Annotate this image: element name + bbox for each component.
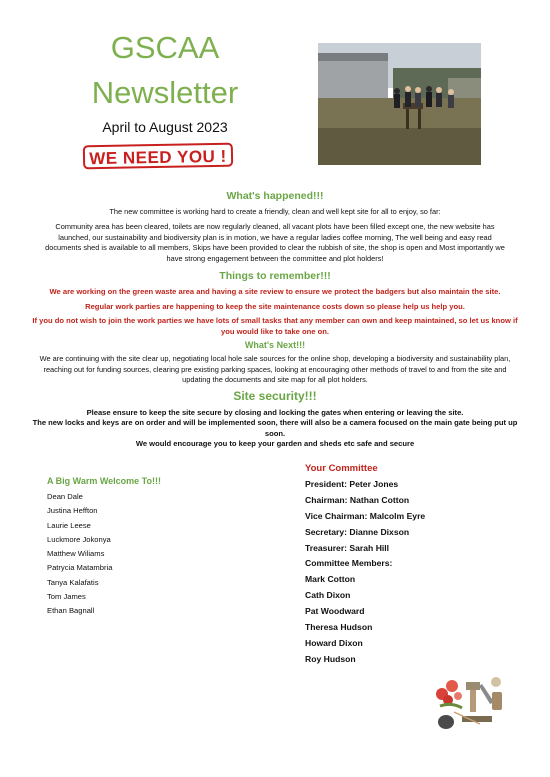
title-gscaa: GSCAA <box>110 30 220 65</box>
list-item: Committee Members: <box>305 558 393 569</box>
list-item: Pat Woodward <box>305 606 365 617</box>
list-item: President: Peter Jones <box>305 479 399 489</box>
list-item: Patrycia Matambria <box>47 563 113 573</box>
list-item: Tom James <box>47 592 86 602</box>
garden-logo-illustration <box>432 672 512 732</box>
list-item: Chairman: Nathan Cotton <box>305 494 410 505</box>
site-security-heading: Site security!!! <box>233 389 317 403</box>
list-item: Matthew Wiliams <box>47 549 105 559</box>
whats-happened-intro: The new committee is working hard to create a friendly, clean and well kept site for all to enjoy, so far: <box>109 207 441 216</box>
list-item: Luckmore Jokonya <box>47 534 111 544</box>
list-item: Laurie Leese <box>47 520 91 530</box>
remember-item-3: If you do not wish to join the work parties we have lots of small tasks that any member can own and keep maintained, so let us know if you would like to take one on. <box>32 316 518 336</box>
we-need-you-stamp: WE NEED YOU ! <box>83 143 233 170</box>
security-line-3: We would encourage you to keep your garden and sheds etc safe and secure <box>135 439 415 448</box>
subtitle-dates: April to August 2023 <box>102 119 228 135</box>
list-item: Vice Chairman: Malcolm Eyre <box>305 510 426 521</box>
list-item: Howard Dixon <box>305 637 363 648</box>
whats-happened-body: Community area has been cleared, toilets are now regularly cleaned, all vacant plots have been filled except one, the new website has launched, our sustainability and biodiversity plan is in motion, we have a regular ladies coffee morning, The well being and easy read documents shed is available to all members, Skips have been provided to clear the rubbish of site, the shop is open and Most importantly we have strong engagement between the committee and plot holders! <box>45 222 505 263</box>
committee-list <box>305 479 425 670</box>
remember-item-1: We are working on the green waste area and having a site review to ensure we protect the badgers but also maintain the site. <box>49 287 501 296</box>
title-newsletter: Newsletter <box>91 75 239 110</box>
list-item: Dean Dale <box>47 492 83 501</box>
list-item: Justina Heffton <box>47 506 98 516</box>
list-item: Cath Dixon <box>305 590 351 601</box>
remember-item-2: Regular work parties are happening to keep the site maintenance costs down so please help us help you. <box>85 302 465 311</box>
list-item: Ethan Bagnall <box>47 606 95 616</box>
security-line-2: The new locks and keys are on order and will be implemented soon, there will also be a camera focused on the main gate being put up soon. <box>32 418 518 438</box>
list-item: Mark Cotton <box>305 574 356 585</box>
welcome-names-list <box>47 492 112 621</box>
list-item: Tanya Kalafatis <box>47 577 99 587</box>
committee-heading: Your Committee <box>305 463 378 474</box>
allotment-photo <box>318 43 481 165</box>
whats-happened-heading: What's happened!!! <box>226 190 324 202</box>
whats-next-heading: What's Next!!! <box>244 340 306 350</box>
things-to-remember-heading: Things to remember!!! <box>219 270 331 282</box>
list-item: Secretary: Dianne Dixson <box>305 526 410 537</box>
whats-next-body: We are continuing with the site clear up, negotiating local hole sale sources for the online shop, developing a biodiversity and sustainability plan, reaching out for funding sources, clearing pre existing parking spaces, looking at encouraging other methods of travel to and from the site and updating the documents and site map for all plot holders. <box>39 354 511 384</box>
list-item: Treasurer: Sarah Hill <box>305 542 390 553</box>
welcome-heading: A Big Warm Welcome To!!! <box>47 476 162 486</box>
list-item: Roy Hudson <box>305 653 356 664</box>
list-item: Theresa Hudson <box>305 622 373 633</box>
security-line-1: Please ensure to keep the site secure by closing and locking the gates when entering or leaving the site. <box>86 408 464 417</box>
